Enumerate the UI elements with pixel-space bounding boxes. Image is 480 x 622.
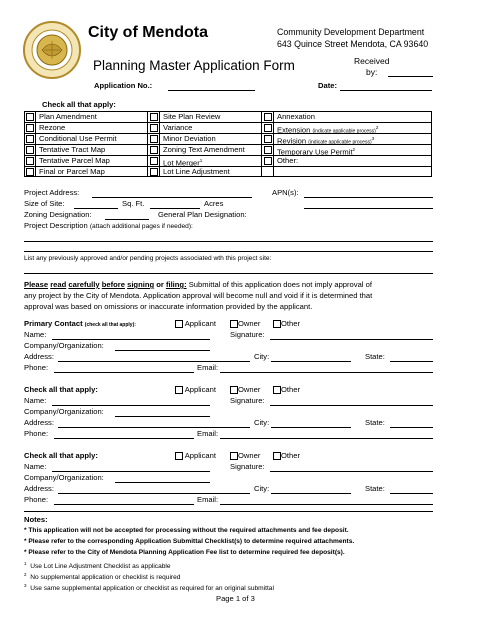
final-parcel-map-label: Final or Parcel Map — [39, 166, 105, 176]
tertiary-city-field[interactable] — [271, 493, 351, 494]
tertiary-signature-field[interactable] — [270, 471, 433, 472]
tertiary-phone-field[interactable] — [54, 504, 194, 505]
lot-merger-label: Lot Merger — [163, 158, 200, 168]
variance-label: Variance — [163, 122, 193, 132]
zoning-designation-field[interactable] — [105, 219, 149, 220]
footnote-3-num: 3 — [24, 583, 27, 588]
contact-tertiary-heading: Check all that apply: — [24, 451, 98, 460]
conditional-use-permit-checkbox[interactable] — [26, 135, 34, 143]
project-address-field[interactable] — [92, 197, 252, 198]
primary-other-checkbox[interactable] — [273, 320, 281, 328]
primary-owner-label: Owner — [238, 319, 261, 328]
secondary-applicant-label: Applicant — [184, 385, 216, 394]
notice-line-2: any project by the City of Mendota. Application approval will become null and void if it is determined that — [24, 291, 373, 300]
primary-address-label: Address: — [24, 352, 54, 361]
secondary-phone-field[interactable] — [54, 438, 194, 439]
primary-phone-label: Phone: — [24, 363, 49, 372]
note-item-1: * This application will not be accepted for processing without the required attachments and fee deposit. — [24, 527, 349, 534]
notes-divider — [24, 511, 433, 512]
city-name: City of Mendota — [88, 24, 208, 41]
footnote-1-text: Use Lot Line Adjustment Checklist as applicable — [30, 563, 171, 571]
rezone-label: Rezone — [39, 122, 66, 132]
extension-label: Extension — [277, 125, 311, 135]
size-sqft-field[interactable] — [74, 208, 118, 209]
notice-line-3: approval was based on omissions or inaccurate information provided by the applicant. — [24, 302, 313, 311]
footnote-1-num: 1 — [24, 561, 27, 566]
notice-please: Please — [24, 280, 49, 289]
primary-company-label: Company/Organization: — [24, 341, 104, 350]
prior-projects-label: List any previously approved and/or pending projects associated wth this project site: — [24, 255, 272, 262]
contact-primary-heading — [24, 319, 136, 328]
size-of-site-label: Size of Site: — [24, 199, 65, 208]
notice-signing: signing — [127, 280, 155, 289]
tertiary-email-label: Email: — [197, 495, 219, 504]
tertiary-address-label: Address: — [24, 484, 54, 493]
tertiary-company-label: Company/Organization: — [24, 473, 104, 482]
form-title: Planning Master Application Form — [93, 58, 295, 73]
page-number: Page 1 of 3 — [216, 594, 255, 603]
note-item-1-text: This application will not be accepted for processing without the required attachments and fee deposit. — [28, 527, 349, 534]
annexation-checkbox[interactable] — [264, 113, 272, 121]
primary-city-label: City: — [254, 352, 270, 361]
size-extra-line[interactable] — [304, 208, 433, 209]
prior-projects-line[interactable] — [24, 273, 433, 274]
footnote-3-text: Use same supplemental application or checklist as required for an original submittal — [30, 585, 274, 593]
plan-amendment-label: Plan Amendment — [39, 111, 97, 121]
sqft-label: Sq. Ft. — [122, 199, 145, 208]
contact-secondary-heading: Check all that apply: — [24, 385, 98, 394]
contact-primary-title: Primary Contact — [24, 319, 83, 328]
department-address: 643 Quince Street Mendota, CA 93640 — [277, 39, 429, 49]
primary-address-field[interactable] — [58, 361, 250, 362]
primary-phone-field[interactable] — [54, 372, 194, 373]
secondary-signature-label: Signature: — [230, 396, 265, 405]
revision-checkbox[interactable] — [264, 135, 272, 143]
received-by-label: by: — [366, 67, 378, 77]
note-item-2-text: Please refer to the corresponding Application Submittal Checklist(s) to determine required attachments. — [28, 538, 355, 545]
footnote-2-num: 2 — [24, 572, 27, 577]
tentative-parcel-map-checkbox[interactable] — [26, 157, 34, 165]
tertiary-company-field[interactable] — [115, 482, 210, 483]
city-seal — [22, 20, 82, 80]
tertiary-other-checkbox[interactable] — [273, 452, 281, 460]
primary-name-field[interactable] — [52, 339, 210, 340]
note-item-2: * Please refer to the corresponding Application Submittal Checklist(s) to determine required attachments. — [24, 538, 355, 545]
other-label: Other: — [277, 155, 299, 165]
extension-note: (indicate applicable process) — [312, 128, 376, 135]
site-plan-review-label: Site Plan Review — [163, 111, 221, 121]
notice-read: read — [50, 280, 67, 289]
secondary-email-label: Email: — [197, 429, 219, 438]
tertiary-name-label: Name: — [24, 462, 47, 471]
lot-line-adjustment-checkbox[interactable] — [150, 168, 158, 176]
secondary-signature-field[interactable] — [270, 405, 433, 406]
primary-state-field[interactable] — [390, 361, 433, 362]
contact-primary-note: (check all that apply): — [84, 322, 136, 328]
city-seal-icon — [22, 20, 82, 80]
application-no-field[interactable] — [168, 90, 255, 91]
apn-field[interactable] — [304, 197, 433, 198]
notice-line-1-rest: Submittal of this application does not imply approval of — [188, 280, 372, 289]
general-plan-label: General Plan Designation: — [158, 210, 247, 219]
minor-deviation-label: Minor Deviation — [163, 133, 216, 143]
annexation-label: Annexation — [277, 111, 315, 121]
tertiary-other-label: Other — [281, 451, 300, 460]
lot-merger-checkbox[interactable] — [150, 157, 158, 165]
tertiary-signature-label: Signature: — [230, 462, 265, 471]
tertiary-applicant-checkbox[interactable] — [175, 452, 183, 460]
secondary-other-checkbox[interactable] — [273, 386, 281, 394]
date-label: Date: — [318, 81, 337, 90]
notice-before: before — [101, 280, 125, 289]
tertiary-city-label: City: — [254, 484, 270, 493]
project-description-note: (attach additional pages if needed): — [89, 223, 193, 230]
tertiary-owner-label: Owner — [238, 451, 261, 460]
final-parcel-map-checkbox[interactable] — [26, 168, 34, 176]
secondary-email-field[interactable] — [220, 438, 433, 439]
tertiary-name-field[interactable] — [52, 471, 210, 472]
tertiary-state-field[interactable] — [390, 493, 433, 494]
checklist-heading: Check all that apply: — [42, 100, 116, 109]
tertiary-address-field[interactable] — [58, 493, 250, 494]
secondary-address-label: Address: — [24, 418, 54, 427]
secondary-address-field[interactable] — [58, 427, 250, 428]
conditional-use-permit-label: Conditional Use Permit — [39, 133, 117, 143]
checklist-table — [24, 111, 432, 177]
temporary-use-permit-footnote-ref: 2 — [352, 146, 356, 152]
zoning-text-amendment-checkbox[interactable] — [150, 146, 158, 154]
plan-amendment-checkbox[interactable] — [26, 113, 34, 121]
variance-checkbox[interactable] — [150, 124, 158, 132]
zoning-designation-label: Zoning Designation: — [24, 210, 92, 219]
primary-name-label: Name: — [24, 330, 47, 339]
note-item-3: * Please refer to the City of Mendota Planning Application Fee list to determine required fee deposit(s). — [24, 549, 345, 556]
primary-email-field[interactable] — [220, 372, 433, 373]
secondary-name-field[interactable] — [52, 405, 210, 406]
secondary-owner-label: Owner — [238, 385, 261, 394]
primary-city-field[interactable] — [271, 361, 351, 362]
application-no-label: Application No.: — [94, 81, 153, 90]
primary-state-label: State: — [365, 352, 385, 361]
secondary-state-field[interactable] — [390, 427, 433, 428]
primary-owner-checkbox[interactable] — [230, 320, 238, 328]
rezone-checkbox[interactable] — [26, 124, 34, 132]
temporary-use-permit-checkbox[interactable] — [264, 146, 272, 154]
footnote-3 — [24, 583, 274, 592]
notice-carefully: carefully — [68, 280, 100, 289]
site-plan-review-checkbox[interactable] — [150, 113, 158, 121]
secondary-other-label: Other — [281, 385, 300, 394]
tertiary-email-field[interactable] — [220, 504, 433, 505]
notice-or: or — [156, 280, 164, 289]
revision-footnote-ref: 3 — [371, 135, 375, 141]
secondary-city-label: City: — [254, 418, 270, 427]
primary-other-label: Other — [281, 319, 300, 328]
secondary-city-field[interactable] — [271, 427, 351, 428]
received-label: Received — [354, 56, 390, 66]
tertiary-phone-label: Phone: — [24, 495, 49, 504]
primary-email-label: Email: — [197, 363, 219, 372]
secondary-name-label: Name: — [24, 396, 47, 405]
project-description-line-2[interactable] — [24, 251, 433, 252]
temporary-use-permit-label: Temporary Use Permit — [277, 147, 353, 157]
primary-company-field[interactable] — [115, 350, 210, 351]
notice-line-1 — [24, 280, 372, 289]
size-acres-field[interactable] — [150, 208, 200, 209]
other-checkbox[interactable] — [264, 157, 272, 165]
notice-filing: filing: — [165, 280, 187, 289]
footnote-2-text: No supplemental application or checklist is required — [30, 574, 181, 582]
minor-deviation-checkbox[interactable] — [150, 135, 158, 143]
revision-note: (indicate applicable process) — [308, 139, 372, 146]
secondary-owner-checkbox[interactable] — [230, 386, 238, 394]
tertiary-owner-checkbox[interactable] — [230, 452, 238, 460]
lot-line-adjustment-label: Lot Line Adjustment — [163, 166, 230, 176]
tertiary-state-label: State: — [365, 484, 385, 493]
project-address-label: Project Address: — [24, 188, 80, 197]
note-item-3-text: Please refer to the City of Mendota Planning Application Fee list to determine required fee deposit(s). — [28, 549, 345, 556]
date-field[interactable] — [340, 90, 432, 91]
extension-footnote-ref: 2 — [375, 124, 379, 130]
tertiary-applicant-label: Applicant — [184, 451, 216, 460]
acres-label: Acres — [204, 199, 224, 208]
tentative-tract-map-label: Tentative Tract Map — [39, 144, 106, 154]
footnote-1 — [24, 561, 171, 570]
footnote-2 — [24, 572, 180, 581]
primary-signature-label: Signature: — [230, 330, 265, 339]
apn-label: APN(s): — [272, 188, 299, 197]
project-description-label — [24, 221, 193, 230]
notes-heading: Notes: — [24, 515, 48, 524]
tentative-tract-map-checkbox[interactable] — [26, 146, 34, 154]
project-description-line-1[interactable] — [24, 241, 433, 242]
zoning-text-amendment-label: Zoning Text Amendment — [163, 144, 245, 154]
primary-applicant-label: Applicant — [184, 319, 216, 328]
lot-merger-footnote-ref: 1 — [199, 157, 203, 163]
secondary-company-label: Company/Organization: — [24, 407, 104, 416]
received-by-line[interactable] — [388, 76, 433, 77]
secondary-company-field[interactable] — [115, 416, 210, 417]
extension-checkbox[interactable] — [264, 124, 272, 132]
primary-applicant-checkbox[interactable] — [175, 320, 183, 328]
secondary-state-label: State: — [365, 418, 385, 427]
secondary-phone-label: Phone: — [24, 429, 49, 438]
secondary-applicant-checkbox[interactable] — [175, 386, 183, 394]
revision-label: Revision — [277, 136, 307, 146]
project-description-title: Project Description — [24, 221, 88, 230]
department-name: Community Development Department — [277, 27, 425, 37]
tentative-parcel-map-label: Tentative Parcel Map — [39, 155, 110, 165]
primary-signature-field[interactable] — [270, 339, 433, 340]
